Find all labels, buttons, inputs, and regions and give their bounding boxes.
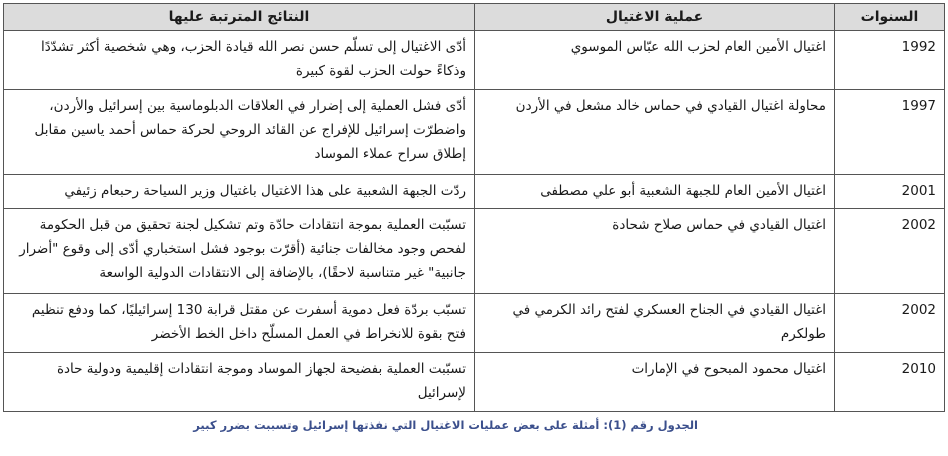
year-cell: 2002 xyxy=(835,209,945,294)
operation-cell: اغتيال الأمين العام للجبهة الشعبية أبو علي مصطفى xyxy=(475,175,835,209)
assassinations-table xyxy=(3,3,945,412)
header-operation: عملية الاغتيال xyxy=(475,4,835,31)
operation-cell: اغتيال الأمين العام لحزب الله عبّاس الموسوي xyxy=(475,31,835,90)
table-row xyxy=(4,175,945,209)
header-results: النتائج المترتبة عليها xyxy=(4,4,475,31)
year-cell: 1997 xyxy=(835,90,945,175)
table-row xyxy=(4,353,945,412)
table-row xyxy=(4,31,945,90)
year-cell: 2002 xyxy=(835,294,945,353)
results-cell: تسبّب بردّة فعل دموية أسفرت عن مقتل قرابة 130 إسرائيليًا، كما ودفع تنظيم فتح بقوة للانخراط في العمل المسلّح داخل الخط الأخضر xyxy=(4,294,475,353)
year-cell: 2001 xyxy=(835,175,945,209)
table-caption: الجدول رقم (1): أمثلة على بعض عمليات الاغتيال التي نفذتها إسرائيل وتسببت بضرر كبير xyxy=(193,418,698,432)
year-cell: 1992 xyxy=(835,31,945,90)
operation-cell: اغتيال القيادي في حماس صلاح شحادة xyxy=(475,209,835,294)
table-row xyxy=(4,90,945,175)
operation-cell: محاولة اغتيال القيادي في حماس خالد مشعل في الأردن xyxy=(475,90,835,175)
results-cell: ردّت الجبهة الشعبية على هذا الاغتيال باغتيال وزير السياحة رحبعام زئيفي xyxy=(4,175,475,209)
table-row xyxy=(4,209,945,294)
header-years: السنوات xyxy=(835,4,945,31)
operation-cell: اغتيال محمود المبحوح في الإمارات xyxy=(475,353,835,412)
results-cell: أدّى الاغتيال إلى تسلّم حسن نصر الله قيادة الحزب، وهي شخصية أكثر تشدّدًا وذكاءً حولت الحزب لقوة كبيرة xyxy=(4,31,475,90)
table-header-row xyxy=(4,4,945,31)
results-cell: تسبّبت العملية بفضيحة لجهاز الموساد وموجة انتقادات إقليمية ودولية حادة لإسرائيل xyxy=(4,353,475,412)
results-cell: أدّى فشل العملية إلى إضرار في العلاقات الدبلوماسية بين إسرائيل والأردن، واضطرّت إسرائيل للإفراج عن القائد الروحي لحركة حماس أحمد ياسين مقابل إطلاق سراح عملاء الموساد xyxy=(4,90,475,175)
table-row xyxy=(4,294,945,353)
results-cell: تسبّبت العملية بموجة انتقادات حادّة وتم تشكيل لجنة تحقيق من قبل الحكومة لفحص وجود مخالفات جنائية (أقرّت بوجود فشل استخباري أدّى إلى وقوع "أضرار جانبية" غير متناسبة لاحقًا)، بالإضافة إلى الانتقادات الدولية الواسعة xyxy=(4,209,475,294)
year-cell: 2010 xyxy=(835,353,945,412)
operation-cell: اغتيال القيادي في الجناح العسكري لفتح رائد الكرمي في طولكرم xyxy=(475,294,835,353)
